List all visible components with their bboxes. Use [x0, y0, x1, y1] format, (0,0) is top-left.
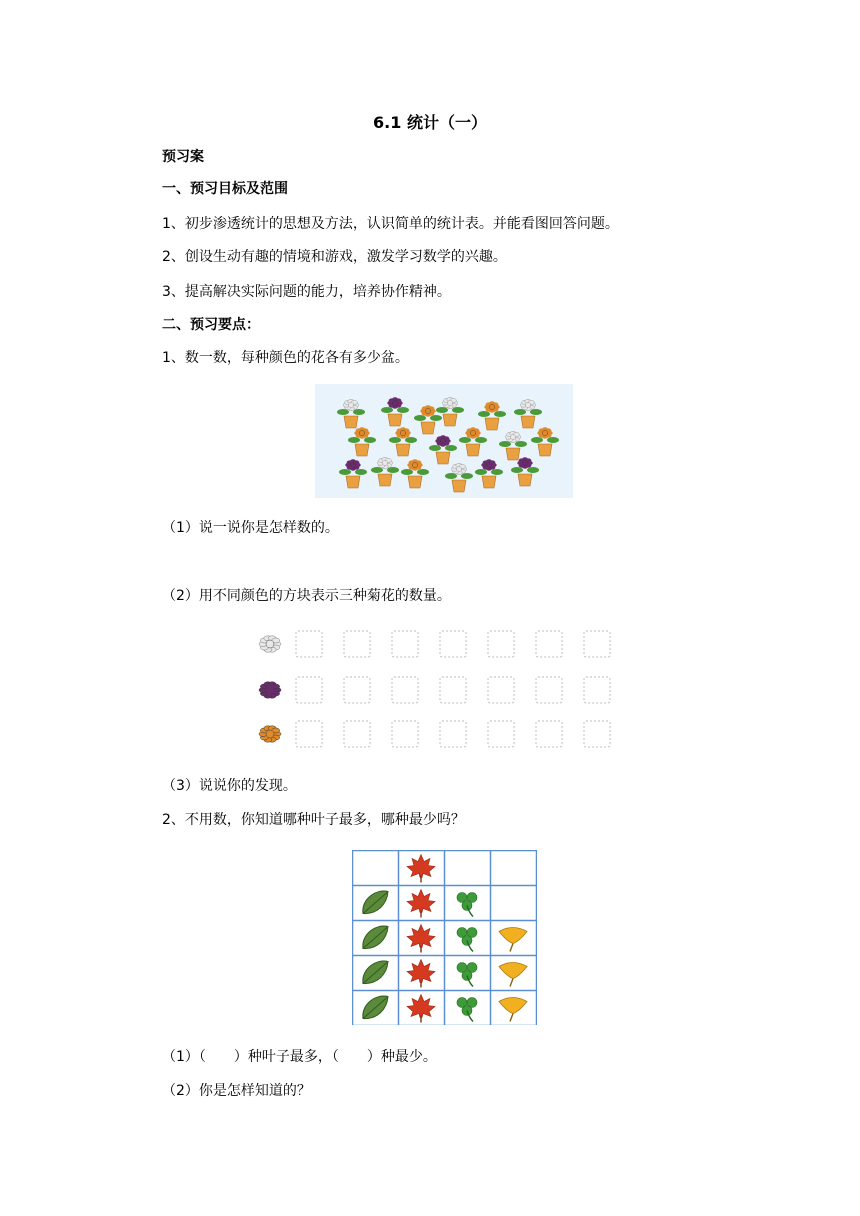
purple-flower-pot-icon — [339, 459, 367, 488]
tally-box — [392, 721, 418, 747]
goal-2: 2、创设生动有趣的情境和游戏，激发学习数学的兴趣。 — [162, 249, 507, 265]
tally-box — [440, 631, 466, 657]
tally-box — [440, 721, 466, 747]
tally-box — [584, 721, 610, 747]
tally-box — [488, 631, 514, 657]
purple-flower-pot-icon — [381, 397, 409, 426]
maple-leaf-icon — [407, 855, 435, 883]
white-flower-pot-icon — [436, 397, 464, 426]
tally-box — [488, 721, 514, 747]
orange-flower-pot-icon — [459, 427, 487, 456]
flower-illustration — [315, 384, 573, 498]
tally-boxes — [248, 622, 643, 762]
tally-box — [296, 677, 322, 703]
tally-box — [536, 721, 562, 747]
page-title: 6.1 统计（一） — [373, 113, 487, 132]
question-1-sub-2: （2）用不同颜色的方块表示三种菊花的数量。 — [162, 588, 451, 604]
tally-box — [344, 631, 370, 657]
white-flower-pot-icon — [371, 457, 399, 486]
orange-flower-pot-icon — [478, 401, 506, 430]
question-2-sub-2: （2）你是怎样知道的？ — [162, 1083, 311, 1099]
heading-goals: 一、预习目标及范围 — [162, 181, 288, 197]
tally-box — [392, 631, 418, 657]
tally-box — [584, 631, 610, 657]
clover-leaf-icon — [457, 928, 477, 952]
green-leaf-icon — [363, 926, 388, 949]
orange-chrysanthemum-icon — [259, 726, 281, 742]
white-flower-pot-icon — [499, 431, 527, 460]
purple-flower-pot-icon — [429, 435, 457, 464]
heading-points: 二、预习要点： — [162, 317, 260, 333]
tally-box — [296, 721, 322, 747]
purple-flower-pot-icon — [511, 457, 539, 486]
tally-box — [296, 631, 322, 657]
tally-box — [344, 721, 370, 747]
green-leaf-icon — [363, 891, 388, 914]
orange-flower-pot-icon — [348, 427, 376, 456]
ginkgo-leaf-icon — [499, 998, 527, 1022]
tally-box — [440, 677, 466, 703]
maple-leaf-icon — [407, 925, 435, 953]
ginkgo-leaf-icon — [499, 963, 527, 987]
question-1-sub-3: （3）说说你的发现。 — [162, 778, 297, 794]
maple-leaf-icon — [407, 890, 435, 918]
tally-box — [584, 677, 610, 703]
orange-flower-pot-icon — [389, 427, 417, 456]
green-leaf-icon — [363, 996, 388, 1019]
white-flower-pot-icon — [337, 399, 365, 428]
question-2-prompt: 2、不用数，你知道哪种叶子最多，哪种最少吗？ — [162, 812, 465, 828]
goal-3: 3、提高解决实际问题的能力，培养协作精神。 — [162, 284, 451, 300]
goal-1: 1、初步渗透统计的思想及方法，认识简单的统计表。并能看图回答问题。 — [162, 216, 619, 232]
tally-box — [536, 631, 562, 657]
maple-leaf-icon — [407, 995, 435, 1023]
question-1-prompt: 1、数一数，每种颜色的花各有多少盆。 — [162, 350, 409, 366]
white-flower-pot-icon — [445, 463, 473, 492]
orange-flower-pot-icon — [401, 459, 429, 488]
purple-flower-pot-icon — [475, 459, 503, 488]
ginkgo-leaf-icon — [499, 928, 527, 952]
leaf-grid-illustration — [352, 850, 537, 1025]
question-2-sub-1: （1）（ ）种叶子最多，（ ）种最少。 — [162, 1049, 437, 1065]
purple-chrysanthemum-icon — [259, 682, 281, 698]
tally-box — [488, 677, 514, 703]
green-leaf-icon — [363, 961, 388, 984]
tally-box — [392, 677, 418, 703]
tally-box — [344, 677, 370, 703]
white-chrysanthemum-icon — [259, 636, 281, 652]
clover-leaf-icon — [457, 893, 477, 917]
white-flower-pot-icon — [514, 399, 542, 428]
tally-box — [536, 677, 562, 703]
clover-leaf-icon — [457, 963, 477, 987]
orange-flower-pot-icon — [531, 427, 559, 456]
question-1-sub-1: （1）说一说你是怎样数的。 — [162, 520, 339, 536]
clover-leaf-icon — [457, 998, 477, 1022]
section-preview: 预习案 — [162, 149, 204, 165]
maple-leaf-icon — [407, 960, 435, 988]
